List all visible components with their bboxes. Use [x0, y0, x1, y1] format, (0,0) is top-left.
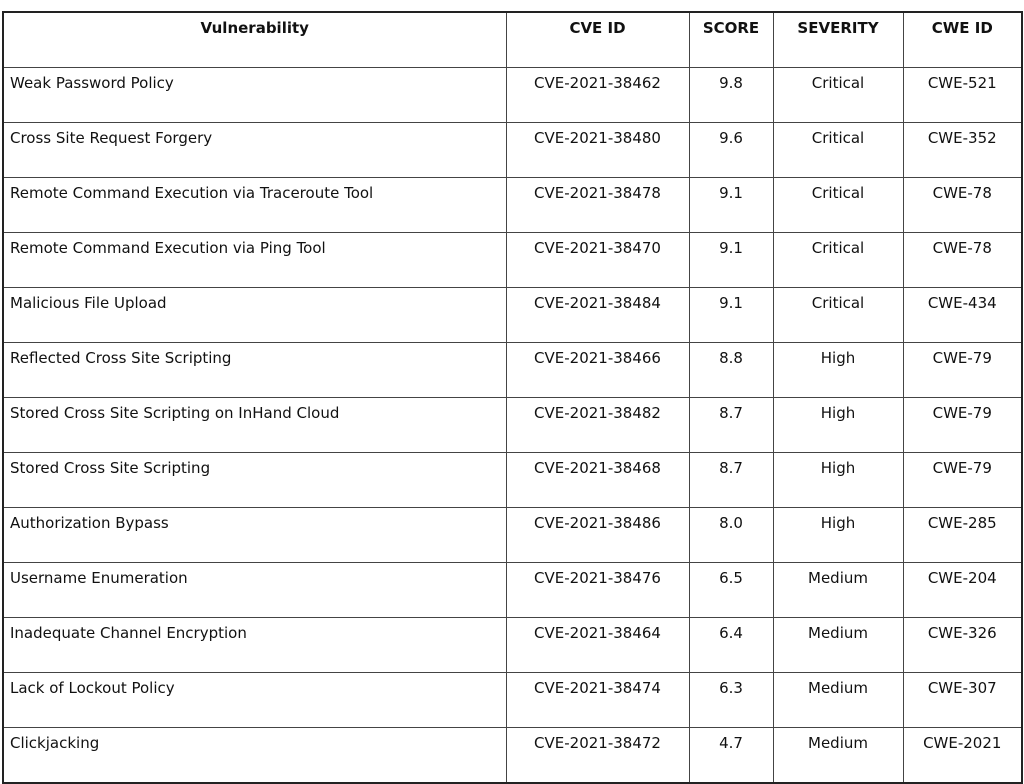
vulnerability-cell: Lack of Lockout Policy	[3, 673, 506, 728]
severity-cell: High	[773, 343, 903, 398]
header-score: SCORE	[689, 12, 773, 68]
vulnerability-cell: Remote Command Execution via Traceroute Tool	[3, 178, 506, 233]
vulnerability-cell: Remote Command Execution via Ping Tool	[3, 233, 506, 288]
cwe-id-cell: CWE-204	[903, 563, 1022, 618]
cve-id-cell: CVE-2021-38470	[506, 233, 689, 288]
header-cwe-id: CWE ID	[903, 12, 1022, 68]
table-row	[3, 453, 1022, 508]
score-cell: 9.6	[689, 123, 773, 178]
table-row	[3, 178, 1022, 233]
cve-id-cell: CVE-2021-38480	[506, 123, 689, 178]
score-cell: 6.4	[689, 618, 773, 673]
cwe-id-cell: CWE-326	[903, 618, 1022, 673]
vulnerability-cell: Reflected Cross Site Scripting	[3, 343, 506, 398]
cwe-id-cell: CWE-78	[903, 178, 1022, 233]
cve-id-cell: CVE-2021-38476	[506, 563, 689, 618]
cwe-id-cell: CWE-285	[903, 508, 1022, 563]
cve-id-cell: CVE-2021-38462	[506, 68, 689, 123]
cve-id-cell: CVE-2021-38482	[506, 398, 689, 453]
severity-cell: Medium	[773, 563, 903, 618]
table-body	[3, 68, 1022, 784]
score-cell: 9.1	[689, 178, 773, 233]
score-cell: 6.5	[689, 563, 773, 618]
cve-id-cell: CVE-2021-38478	[506, 178, 689, 233]
table-row	[3, 68, 1022, 123]
vulnerability-cell: Authorization Bypass	[3, 508, 506, 563]
cve-id-cell: CVE-2021-38484	[506, 288, 689, 343]
header-vulnerability: Vulnerability	[3, 12, 506, 68]
score-cell: 8.7	[689, 453, 773, 508]
cwe-id-cell: CWE-79	[903, 453, 1022, 508]
cve-id-cell: CVE-2021-38486	[506, 508, 689, 563]
severity-cell: Critical	[773, 68, 903, 123]
score-cell: 9.8	[689, 68, 773, 123]
table-row	[3, 343, 1022, 398]
severity-cell: Critical	[773, 233, 903, 288]
score-cell: 8.7	[689, 398, 773, 453]
table-container	[2, 11, 1023, 784]
severity-cell: Medium	[773, 728, 903, 784]
table-row	[3, 618, 1022, 673]
vulnerability-cell: Username Enumeration	[3, 563, 506, 618]
vulnerability-cell: Clickjacking	[3, 728, 506, 784]
header-cve-id: CVE ID	[506, 12, 689, 68]
cwe-id-cell: CWE-79	[903, 398, 1022, 453]
cwe-id-cell: CWE-352	[903, 123, 1022, 178]
severity-cell: Critical	[773, 123, 903, 178]
table-row	[3, 288, 1022, 343]
table-row	[3, 673, 1022, 728]
severity-cell: Critical	[773, 288, 903, 343]
cve-id-cell: CVE-2021-38464	[506, 618, 689, 673]
vulnerability-cell: Inadequate Channel Encryption	[3, 618, 506, 673]
severity-cell: Medium	[773, 618, 903, 673]
table-row	[3, 728, 1022, 784]
score-cell: 9.1	[689, 288, 773, 343]
cve-id-cell: CVE-2021-38472	[506, 728, 689, 784]
table-header-row	[3, 12, 1022, 68]
table-row	[3, 508, 1022, 563]
score-cell: 8.8	[689, 343, 773, 398]
vulnerability-cell: Stored Cross Site Scripting on InHand Cloud	[3, 398, 506, 453]
cwe-id-cell: CWE-2021	[903, 728, 1022, 784]
vulnerability-cell: Cross Site Request Forgery	[3, 123, 506, 178]
cwe-id-cell: CWE-434	[903, 288, 1022, 343]
cve-id-cell: CVE-2021-38468	[506, 453, 689, 508]
header-severity: SEVERITY	[773, 12, 903, 68]
table-row	[3, 123, 1022, 178]
cwe-id-cell: CWE-78	[903, 233, 1022, 288]
score-cell: 8.0	[689, 508, 773, 563]
cwe-id-cell: CWE-307	[903, 673, 1022, 728]
cwe-id-cell: CWE-521	[903, 68, 1022, 123]
cwe-id-cell: CWE-79	[903, 343, 1022, 398]
vulnerability-cell: Malicious File Upload	[3, 288, 506, 343]
severity-cell: Medium	[773, 673, 903, 728]
severity-cell: High	[773, 508, 903, 563]
vulnerability-cell: Weak Password Policy	[3, 68, 506, 123]
table-row	[3, 233, 1022, 288]
severity-cell: High	[773, 398, 903, 453]
severity-cell: Critical	[773, 178, 903, 233]
cve-id-cell: CVE-2021-38474	[506, 673, 689, 728]
score-cell: 4.7	[689, 728, 773, 784]
score-cell: 6.3	[689, 673, 773, 728]
severity-cell: High	[773, 453, 903, 508]
vulnerability-table	[2, 11, 1023, 784]
cve-id-cell: CVE-2021-38466	[506, 343, 689, 398]
table-row	[3, 398, 1022, 453]
table-row	[3, 563, 1022, 618]
vulnerability-cell: Stored Cross Site Scripting	[3, 453, 506, 508]
score-cell: 9.1	[689, 233, 773, 288]
